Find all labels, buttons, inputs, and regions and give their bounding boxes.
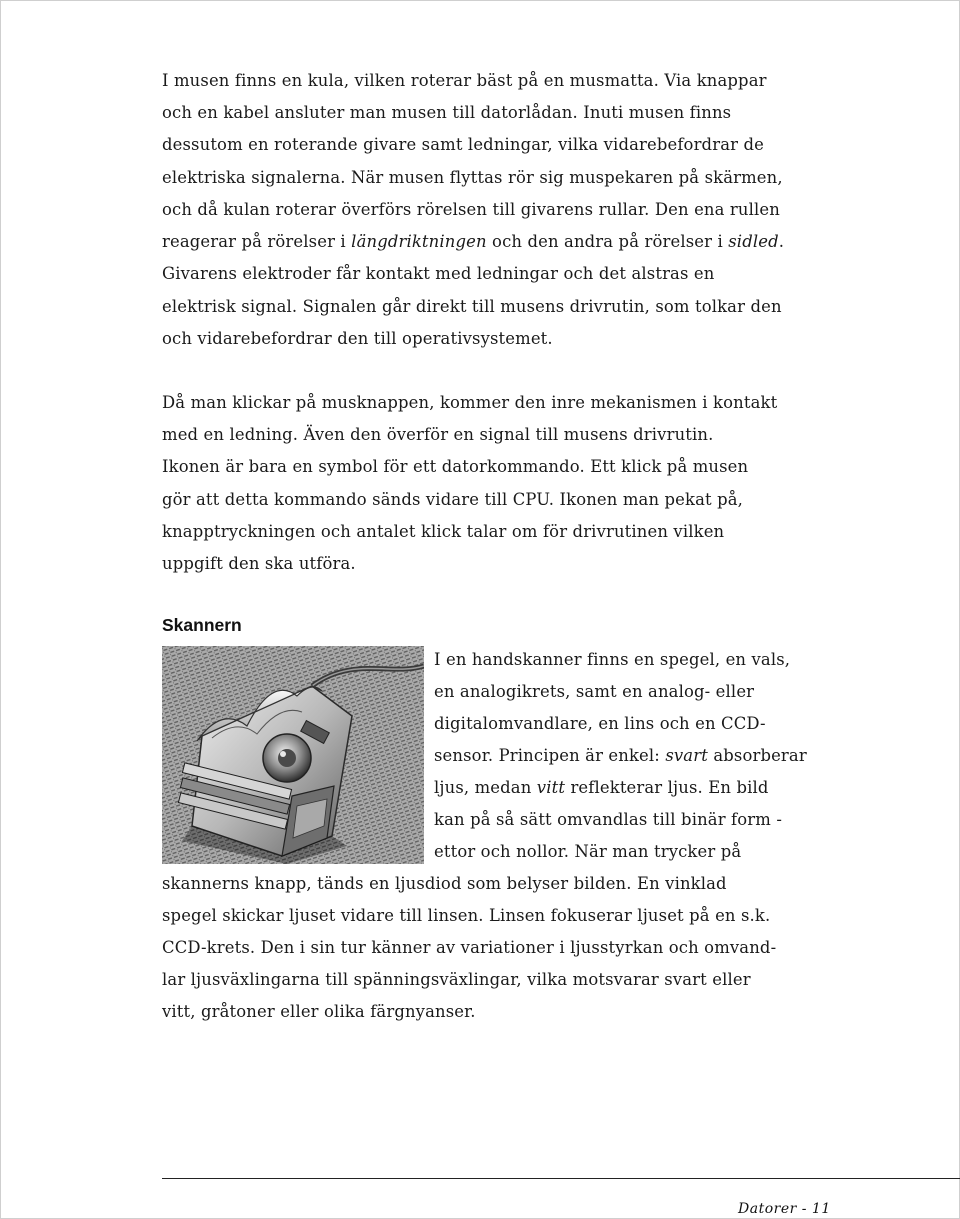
text-line: digitalomvandlare, en lins och en CCD-	[434, 714, 766, 733]
italic-term-sidled: sidled	[728, 232, 779, 251]
italic-term-vitt: vitt	[536, 778, 566, 797]
text-line: en analogikrets, samt en analog- eller	[434, 682, 755, 701]
text-line: uppgift den ska utföra.	[162, 554, 356, 573]
text-line: Givarens elektroder får kontakt med ledningar och det alstras en	[162, 264, 715, 283]
italic-term-langdriktningen: längdriktningen	[351, 232, 487, 251]
text-line: I en handskanner finns en spegel, en vals,	[434, 650, 791, 669]
handscanner-illustration	[162, 646, 424, 864]
text-line: knapptryckningen och antalet klick talar om för drivrutinen vilken	[162, 522, 725, 541]
text-run: ljus, medan	[434, 778, 537, 797]
section-heading: Skannern	[162, 615, 242, 635]
text-line: lar ljusväxlingarna till spänningsväxlingar, vilka motsvarar svart eller	[162, 970, 751, 989]
page-footer: Datorer - 11	[738, 1201, 831, 1217]
text-line	[162, 232, 784, 252]
text-line: och då kulan roterar överförs rörelsen till givarens rullar. Den ena rullen	[162, 200, 780, 219]
text-line: dessutom en roterande givare samt ledningar, vilka vidarebefordrar de	[162, 135, 764, 154]
text-run: och den andra på rörelser i	[486, 232, 729, 251]
italic-term-svart: svart	[665, 746, 708, 765]
text-line: Då man klickar på musknappen, kommer den inre mekanismen i kontakt	[162, 393, 778, 412]
text-run: absorberar	[707, 746, 807, 765]
text-line: CCD-krets. Den i sin tur känner av variationer i ljusstyrkan och omvand-	[162, 938, 777, 957]
text-run: reagerar på rörelser i	[162, 232, 352, 251]
handscanner-image	[162, 646, 424, 864]
text-line: med en ledning. Även den överför en signal till musens drivrutin.	[162, 425, 714, 444]
text-line	[434, 746, 807, 766]
text-line: vitt, gråtoner eller olika färgnyanser.	[162, 1002, 476, 1021]
text-line	[434, 778, 769, 798]
text-line: spegel skickar ljuset vidare till linsen. Linsen fokuserar ljuset på en s.k.	[162, 906, 771, 925]
text-line: elektriska signalerna. När musen flyttas rör sig muspekaren på skärmen,	[162, 168, 783, 187]
text-line: I musen finns en kula, vilken roterar bäst på en musmatta. Via knappar	[162, 71, 767, 90]
text-line: Ikonen är bara en symbol för ett datorkommando. Ett klick på musen	[162, 457, 749, 476]
text-line: elektrisk signal. Signalen går direkt till musens drivrutin, som tolkar den	[162, 297, 782, 316]
text-line: och en kabel ansluter man musen till datorlådan. Inuti musen finns	[162, 103, 732, 122]
text-run: sensor. Principen är enkel:	[434, 746, 666, 765]
text-line: gör att detta kommando sänds vidare till CPU. Ikonen man pekat på,	[162, 490, 744, 509]
text-line: skannerns knapp, tänds en ljusdiod som belyser bilden. En vinklad	[162, 874, 727, 893]
text-line: kan på så sätt omvandlas till binär form -	[434, 810, 783, 829]
text-line: ettor och nollor. När man trycker på	[434, 842, 742, 861]
text-run: .	[778, 232, 785, 251]
text-line: och vidarebefordrar den till operativsystemet.	[162, 329, 553, 348]
text-run: reflekterar ljus. En bild	[565, 778, 769, 797]
footer-rule	[162, 1178, 960, 1179]
